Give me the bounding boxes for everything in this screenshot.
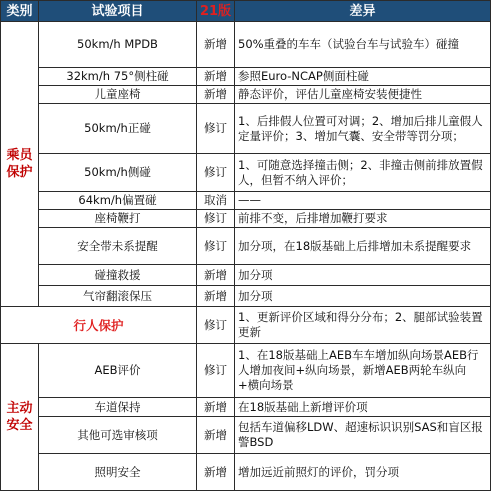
item-cell: 安全带未系提醒 (39, 228, 197, 265)
item-cell: 座椅鞭打 (39, 210, 197, 228)
item-cell: 车道保持 (39, 398, 197, 417)
diff-cell: 参照Euro-NCAP侧面柱碰 (235, 68, 491, 86)
table-row (1, 192, 491, 210)
diff-cell: 包括车道偏移LDW、超速标识识别SAS和盲区报警BSD (235, 417, 491, 454)
header-item: 试验项目 (39, 1, 197, 22)
change-cell: 新增 (197, 68, 235, 86)
item-cell: 50km/h正碰 (39, 104, 197, 154)
diff-cell: 加分项 (235, 265, 491, 286)
item-cell: 32km/h 75°侧柱碰 (39, 68, 197, 86)
item-cell: 50km/h MPDB (39, 22, 197, 68)
table-row (1, 210, 491, 228)
header-change: 21版 (197, 1, 235, 22)
table-row (1, 68, 491, 86)
change-cell: 新增 (197, 22, 235, 68)
item-cell: 64km/h偏置碰 (39, 192, 197, 210)
header-row (1, 1, 491, 22)
diff-cell: 在18版基础上新增评价项 (235, 398, 491, 417)
diff-cell: 增加远近前照灯的评价，罚分项 (235, 454, 491, 491)
diff-cell: 加分项 (235, 286, 491, 307)
change-cell: 新增 (197, 398, 235, 417)
diff-cell: 1、后排假人位置可对调；2、增加后排儿童假人定量评价；3、增加气囊、安全带等罚分项； (235, 104, 491, 154)
header-diff: 差异 (235, 1, 491, 22)
change-cell: 新增 (197, 417, 235, 454)
item-cell: 儿童座椅 (39, 86, 197, 104)
table-row (1, 307, 491, 344)
change-cell: 修订 (197, 344, 235, 398)
change-cell: 修订 (197, 210, 235, 228)
item-cell: 行人保护 (1, 307, 197, 344)
table-row (1, 228, 491, 265)
change-cell: 修订 (197, 104, 235, 154)
diff-cell: 1、更新评价区域和得分分布；2、腿部试验装置更新 (235, 307, 491, 344)
diff-cell: 静态评价，评估儿童座椅安装便捷性 (235, 86, 491, 104)
table-row (1, 454, 491, 491)
table-row (1, 86, 491, 104)
diff-cell: 1、在18版基础上AEB车车增加纵向场景AEB行人增加夜间+纵向场景，新增AEB两轮车纵向+横向场景 (235, 344, 491, 398)
item-cell: 气帘翻滚保压 (39, 286, 197, 307)
table-row (1, 154, 491, 192)
change-cell: 修订 (197, 154, 235, 192)
diff-cell: 50%重叠的车车（试验台车与试验车）碰撞 (235, 22, 491, 68)
table-row (1, 22, 491, 68)
category-cell: 乘员保护 (1, 22, 39, 307)
item-cell: 照明安全 (39, 454, 197, 491)
table-row (1, 417, 491, 454)
change-cell: 新增 (197, 86, 235, 104)
change-cell: 修订 (197, 228, 235, 265)
change-cell: 修订 (197, 307, 235, 344)
table-row (1, 104, 491, 154)
change-cell: 新增 (197, 454, 235, 491)
table-row (1, 265, 491, 286)
diff-cell: 前排不变，后排增加鞭打要求 (235, 210, 491, 228)
item-cell: 碰撞救援 (39, 265, 197, 286)
change-cell: 新增 (197, 265, 235, 286)
item-cell: 50km/h侧碰 (39, 154, 197, 192)
change-cell: 新增 (197, 286, 235, 307)
table-row (1, 398, 491, 417)
item-cell: 其他可选审核项 (39, 417, 197, 454)
item-cell: AEB评价 (39, 344, 197, 398)
category-cell: 主动安全 (1, 344, 39, 491)
change-cell: 取消 (197, 192, 235, 210)
diff-cell: —— (235, 192, 491, 210)
header-category: 类别 (1, 1, 39, 22)
diff-cell: 加分项，在18版基础上后排增加未系提醒要求 (235, 228, 491, 265)
table-row (1, 344, 491, 398)
table-row (1, 286, 491, 307)
diff-cell: 1、可随意选择撞击侧；2、非撞击侧前排放置假人，但暂不纳入评价； (235, 154, 491, 192)
